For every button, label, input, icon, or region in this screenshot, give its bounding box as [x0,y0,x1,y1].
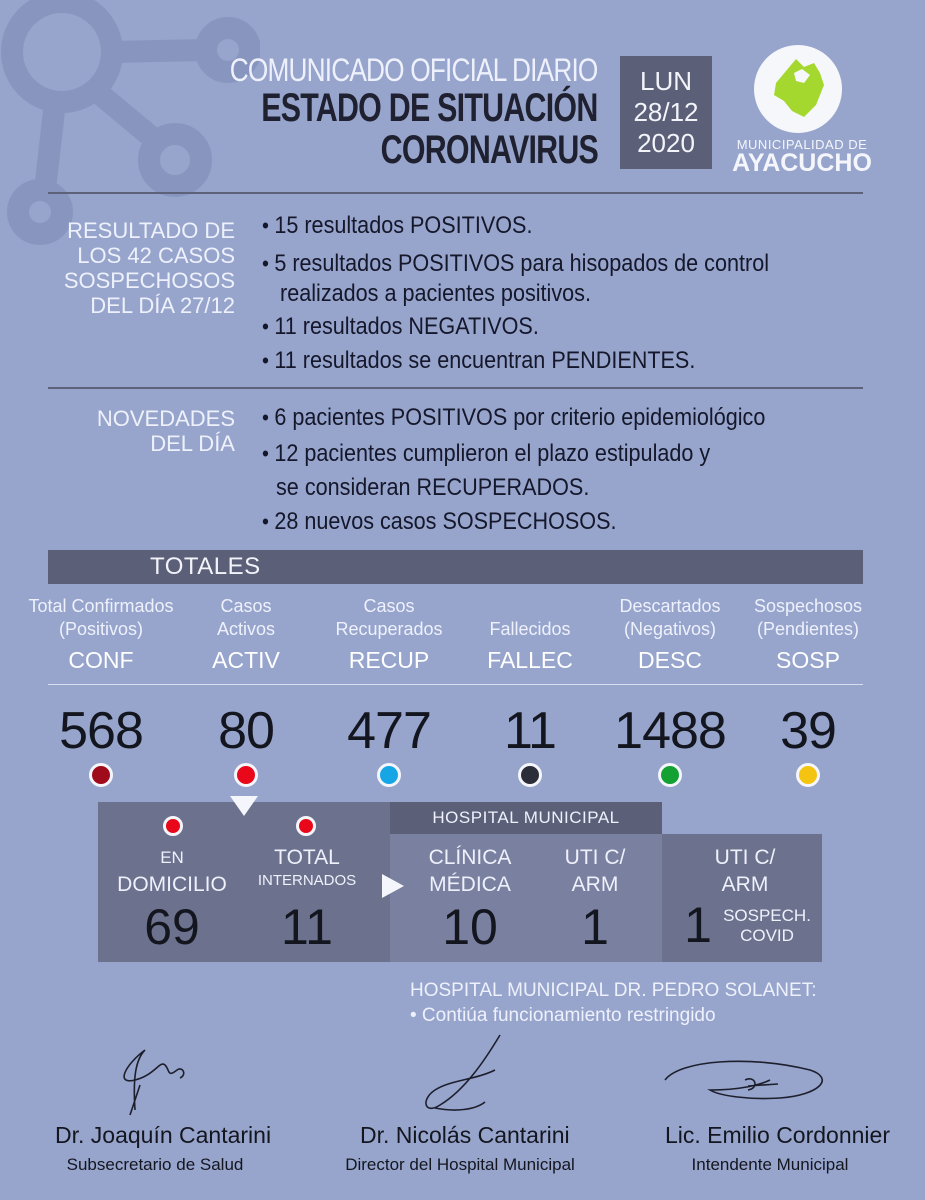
solanet-title: HOSPITAL MUNICIPAL DR. PEDRO SOLANET: [410,980,817,1001]
domicilio-label-line: EN [160,848,184,867]
date-year: 2020 [637,128,695,158]
total-caption: Fallecidos [489,619,571,639]
result-item: • 11 resultados NEGATIVOS. [262,313,539,340]
internados-label-line: INTERNADOS [257,872,357,889]
internados-value: 11 [281,899,333,955]
news-label-line: NOVEDADES [96,406,235,431]
uti-sospech-label-line: ARM [721,873,769,896]
news-item: • 12 pacientes cumplieron el plazo estipulado y [262,440,711,467]
internados-label-line: TOTAL [274,846,340,869]
header-title-line1: ESTADO DE SITUACIÓN [261,86,598,130]
uti-sospech-label [700,844,790,898]
logo-text-line2: AYACUCHO [732,149,872,177]
total-confirmed [21,595,181,760]
uti-arm-value: 1 [581,899,609,955]
total-caption: (Pendientes) [756,619,860,639]
total-abbr: CONF [68,647,134,673]
arrow-down-icon [230,796,258,816]
signature-2-role: Director del Hospital Municipal [345,1155,575,1174]
signature-3-name: Lic. Emilio Cordonnier [665,1122,890,1148]
total-deceased [450,595,610,760]
domicilio-label [112,844,232,898]
result-item: • 15 resultados POSITIVOS. [262,212,533,239]
news-label [97,406,235,456]
hospital-header-label: HOSPITAL MUNICIPAL [432,808,620,827]
total-value: 80 [218,702,274,760]
signature-1-name: Dr. Joaquín Cantarini [55,1122,272,1148]
total-abbr: DESC [638,647,702,673]
status-dot [518,763,542,787]
total-recovered [309,595,469,760]
uti-arm-label-line: ARM [571,873,619,896]
results-label [64,218,235,318]
date-badge [620,56,712,169]
divider [48,192,863,194]
total-discarded [590,595,750,760]
domicilio-label-line: DOMICILIO [117,873,227,896]
header-title-line2: CORONAVIRUS [380,128,598,172]
header-subtitle: COMUNICADO OFICIAL DIARIO [230,52,598,88]
results-label-line: RESULTADO DE [67,218,235,243]
status-dot [234,763,258,787]
ayacucho-map-icon [754,45,842,133]
uti-arm-label [550,844,640,898]
uti-sospech-note-line: SOSPECH. [723,906,811,925]
totals-label: TOTALES [150,553,261,580]
total-caption: Casos [220,596,272,616]
total-active [166,595,326,760]
signature-1-role: Subsecretario de Salud [66,1155,244,1174]
molecule-decoration [0,0,260,250]
total-caption: Activos [216,619,276,639]
logo-text-line1: MUNICIPALIDAD DE [736,137,868,152]
news-item: • 28 nuevos casos SOSPECHOSOS. [262,508,617,535]
clinica-value: 10 [442,899,498,955]
total-caption: (Positivos) [58,619,143,639]
date-day: LUN [639,66,692,96]
status-dot [89,763,113,787]
clinica-label [410,844,530,898]
results-label-line: LOS 42 CASOS [77,243,235,268]
results-label-line: SOSPECHOSOS [63,268,235,293]
status-dot [658,763,682,787]
signature-2-graphic [415,1030,515,1120]
total-caption [450,595,610,618]
total-caption: Sospechosos [753,596,863,616]
arrow-right-icon [382,874,404,898]
divider [48,684,863,685]
total-value: 1488 [614,702,726,760]
result-item: • 11 resultados se encuentran PENDIENTES. [262,347,696,374]
result-item-continuation: realizados a pacientes positivos. [280,280,591,307]
red-dot-icon [163,816,183,836]
domicilio-value: 69 [144,899,200,955]
clinica-label-line: MÉDICA [429,873,511,896]
total-abbr: SOSP [776,647,840,673]
status-dot [796,763,820,787]
news-item: • 6 pacientes POSITIVOS por criterio epidemiológico [262,404,766,431]
total-value: 477 [347,702,431,760]
divider [48,387,863,389]
date-daymonth: 28/12 [633,97,699,127]
total-abbr: FALLEC [487,647,573,673]
clinica-label-line: CLÍNICA [428,846,512,869]
total-value: 568 [59,702,143,760]
result-item: • 5 resultados POSITIVOS para hisopados de control [262,250,770,277]
total-caption: Total Confirmados [28,596,174,616]
red-dot-icon [296,816,316,836]
total-caption: Casos [363,596,415,616]
total-value: 39 [780,702,836,760]
internados-label [250,844,364,891]
total-caption: (Negativos) [623,619,717,639]
signature-2-name: Dr. Nicolás Cantarini [360,1122,570,1148]
total-caption: Recuperados [335,619,443,639]
total-abbr: RECUP [348,647,430,673]
signature-1-graphic [105,1040,195,1120]
uti-sospech-label-line: UTI C/ [714,846,776,869]
uti-sospech-note [722,906,812,946]
logo-circle [754,45,842,133]
solanet-item: • Contiúa funcionamiento restringido [410,1005,716,1026]
uti-sospech-value: 1 [684,897,712,953]
signature-3-role: Intendente Municipal [691,1155,849,1174]
uti-arm-label-line: UTI C/ [564,846,626,869]
total-caption: Descartados [619,596,721,616]
uti-sospech-note-line: COVID [740,926,794,945]
status-dot [377,763,401,787]
signature-3-graphic [660,1050,835,1110]
news-item-continuation: se consideran RECUPERADOS. [276,474,590,501]
total-suspected [728,595,888,760]
total-abbr: ACTIV [212,647,280,673]
results-label-line: DEL DÍA 27/12 [90,293,235,318]
news-label-line: DEL DÍA [150,431,235,456]
total-value: 11 [504,702,556,760]
